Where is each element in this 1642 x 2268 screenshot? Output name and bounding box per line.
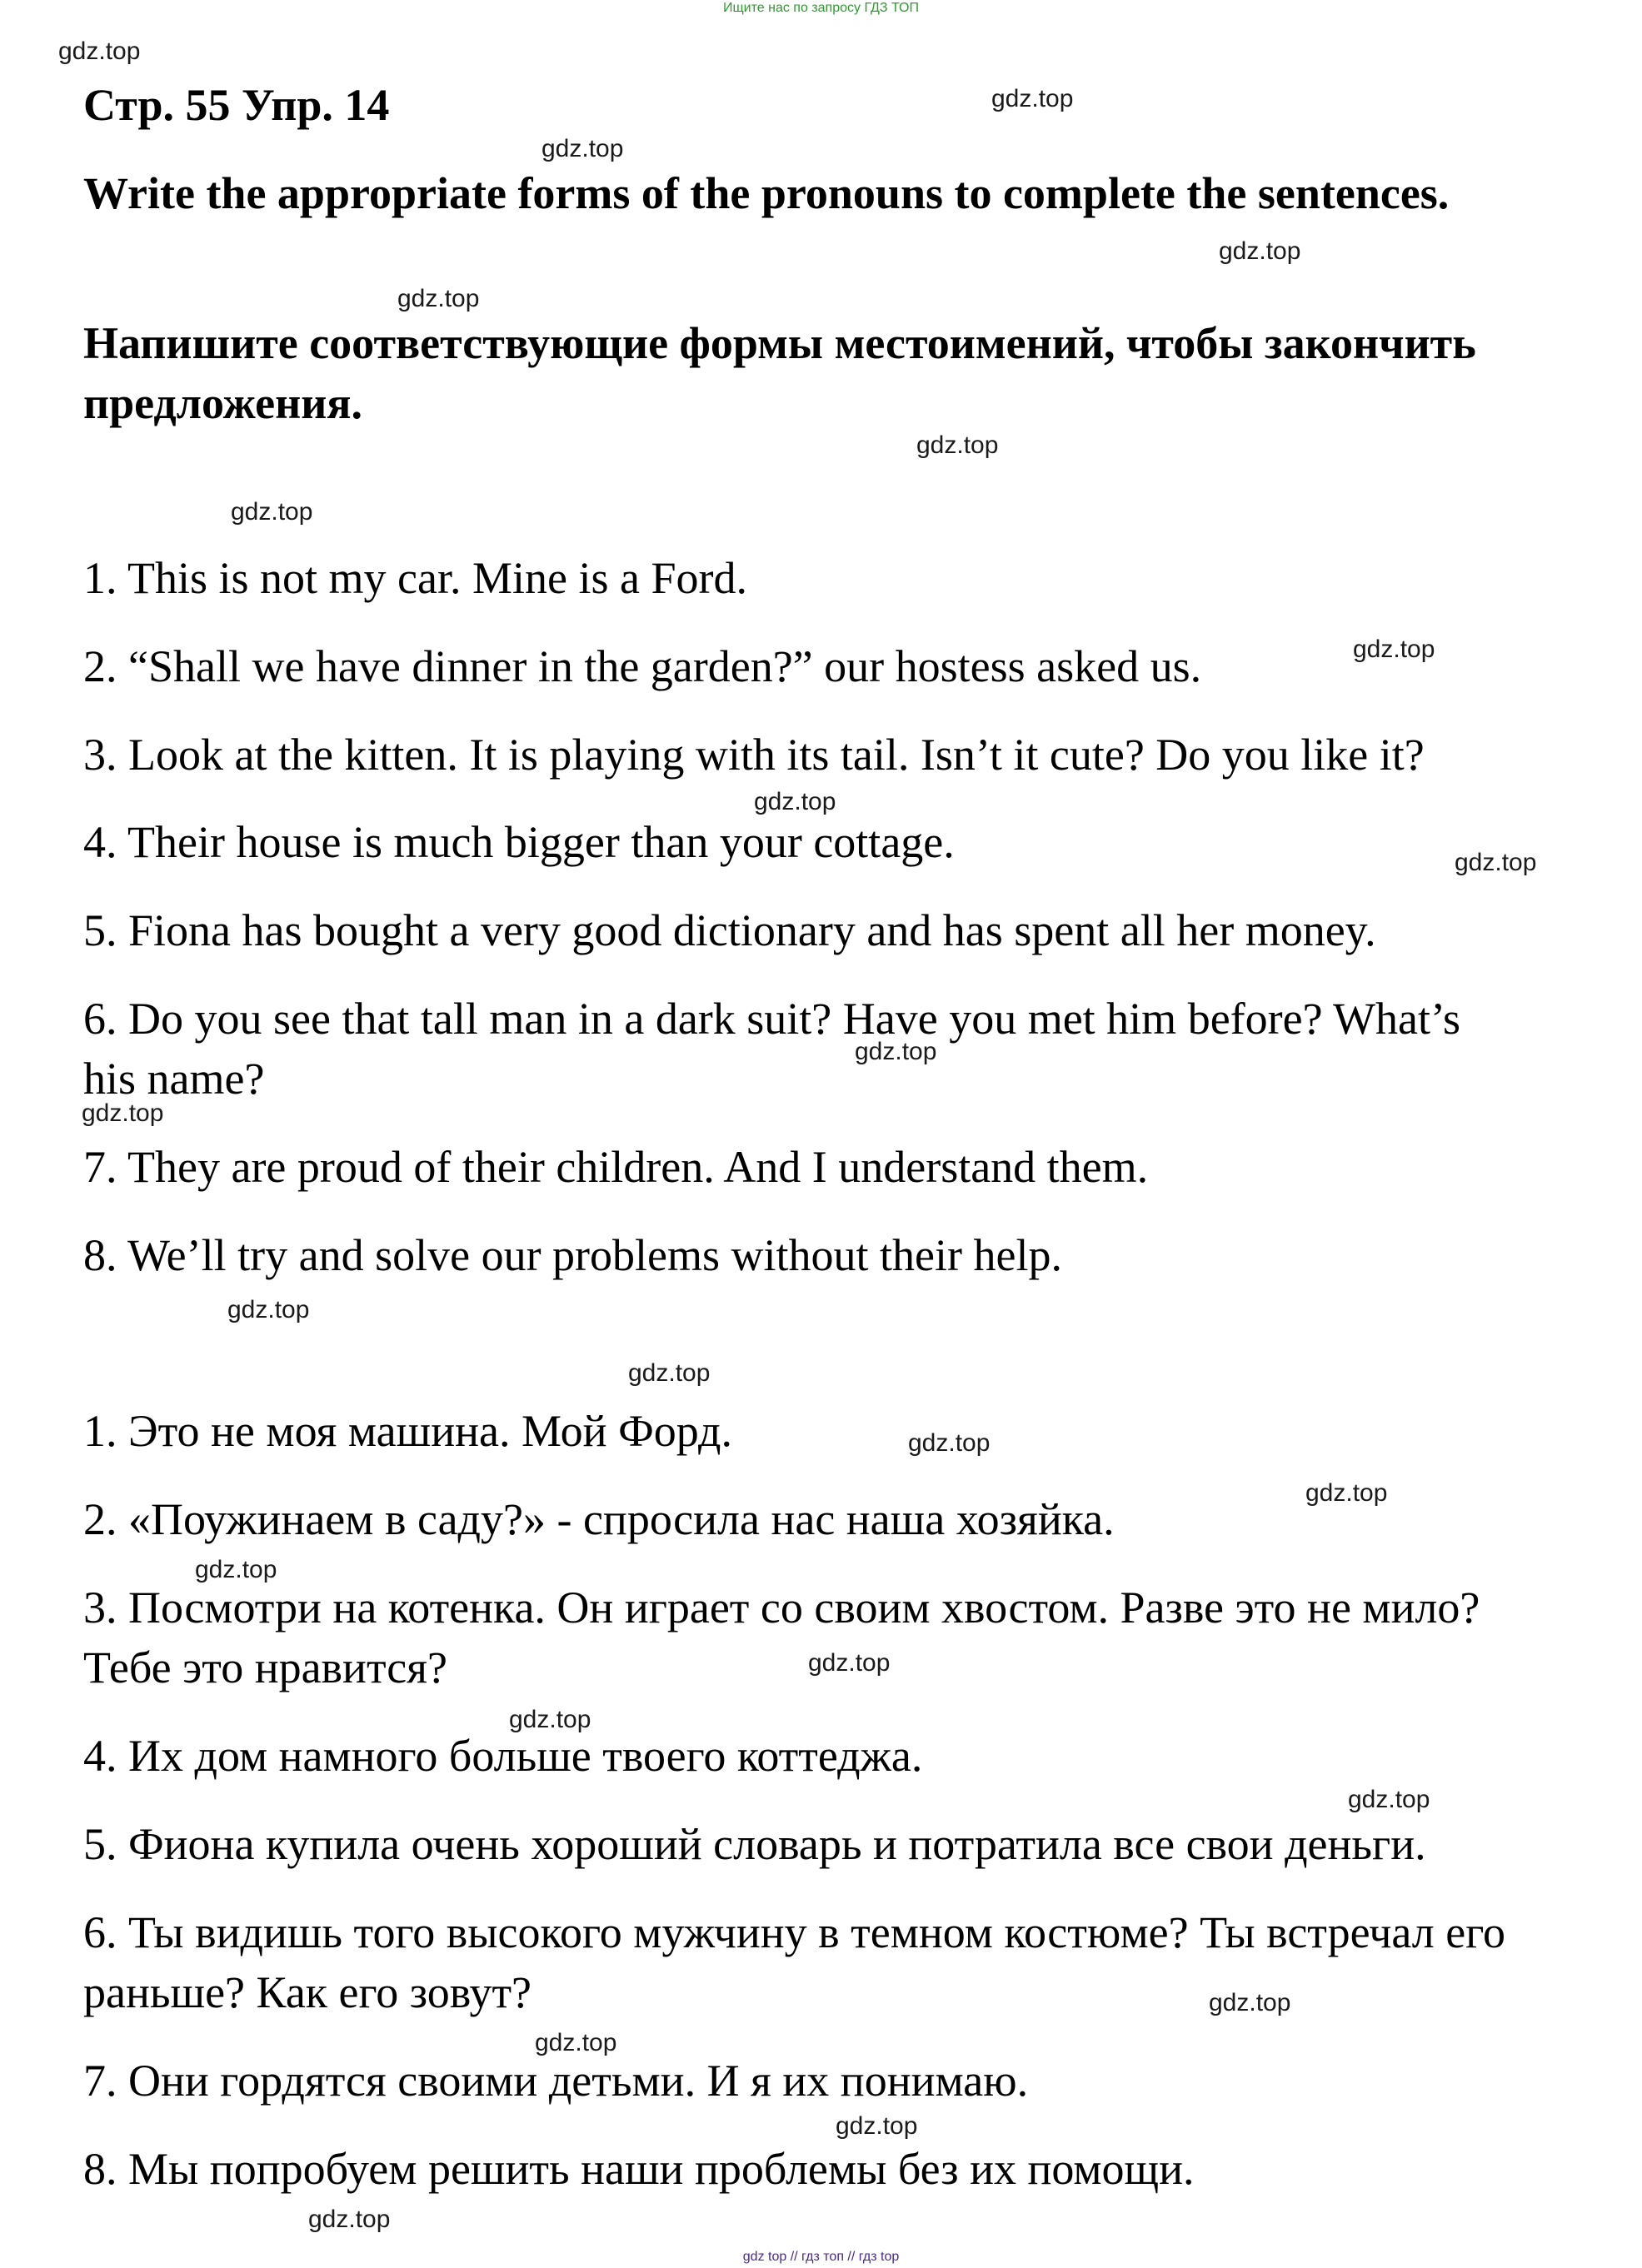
russian-sentence-1: 1. Это не моя машина. Мой Форд. [83,1406,732,1456]
watermark: gdz.top [1209,1989,1291,2016]
watermark: gdz.top [231,498,313,526]
watermark: gdz.top [916,431,999,459]
english-sentence-1: 1. This is not my car. Mine is a Ford. [83,553,747,603]
watermark: gdz.top [908,1429,991,1457]
watermark: gdz.top [1455,849,1537,876]
watermark: gdz.top [542,135,624,162]
english-sentence-8: 8. We’ll try and solve our problems without their help. [83,1230,1062,1280]
russian-sentence-3: 3. Посмотри на котенка. Он играет со своим хвостом. Разве это не мило? Тебе это нравится? [83,1583,1480,1692]
watermark: gdz.top [628,1359,711,1387]
russian-sentence-5: 5. Фиона купила очень хороший словарь и потратила все свои деньги. [83,1819,1426,1869]
page-title: Стр. 55 Упр. 14 [83,80,390,130]
watermark: gdz.top [308,2206,391,2233]
watermark: gdz.top [754,788,836,815]
watermark: gdz.top [1219,237,1301,265]
english-sentence-7: 7. They are proud of their children. And I understand them. [83,1142,1149,1192]
watermark: gdz.top [855,1038,937,1065]
english-sentence-2: 2. “Shall we have dinner in the garden?” our hostess asked us. [83,641,1202,691]
watermark: gdz.top [1348,1786,1430,1813]
russian-sentence-8: 8. Мы попробуем решить наши проблемы без их помощи. [83,2144,1195,2194]
watermark: gdz.top [82,1099,164,1127]
watermark: gdz.top [535,2029,617,2056]
english-sentence-6: 6. Do you see that tall man in a dark suit? Have you met him before? What’s his name? [83,994,1461,1104]
english-sentence-3: 3. Look at the kitten. It is playing with its tail. Isn’t it cute? Do you like it? [83,730,1425,780]
watermark: gdz.top [58,37,141,65]
instruction-english: Write the appropriate forms of the pronouns to complete the sentences. [83,168,1450,218]
watermark: gdz.top [991,85,1074,112]
watermark: gdz.top [1305,1479,1388,1507]
top-banner: Ищите нас по запросу ГДЗ ТОП [723,1,919,15]
watermark: gdz.top [1353,636,1435,663]
russian-sentence-6: 6. Ты видишь того высокого мужчину в темном костюме? Ты встречал его раньше? Как его зовут? [83,1907,1506,2017]
russian-sentence-4: 4. Их дом намного больше твоего коттеджа. [83,1731,923,1781]
bottom-banner: gdz top // гдз топ // гдз top [742,2250,900,2264]
watermark: gdz.top [227,1296,310,1323]
watermark: gdz.top [808,1649,891,1677]
watermark: gdz.top [397,285,480,312]
russian-sentence-2: 2. «Поужинаем в саду?» - спросила нас наша хозяйка. [83,1494,1115,1544]
english-sentence-5: 5. Fiona has bought a very good dictionary and has spent all her money. [83,905,1376,955]
watermark: gdz.top [195,1556,277,1583]
english-sentence-4: 4. Their house is much bigger than your cottage. [83,817,955,867]
watermark: gdz.top [836,2112,918,2140]
instruction-russian: Напишите соответствующие формы местоимений, чтобы закончить предложения. [83,318,1476,428]
russian-sentence-7: 7. Они гордятся своими детьми. И я их понимаю. [83,2056,1029,2106]
watermark: gdz.top [509,1706,591,1733]
